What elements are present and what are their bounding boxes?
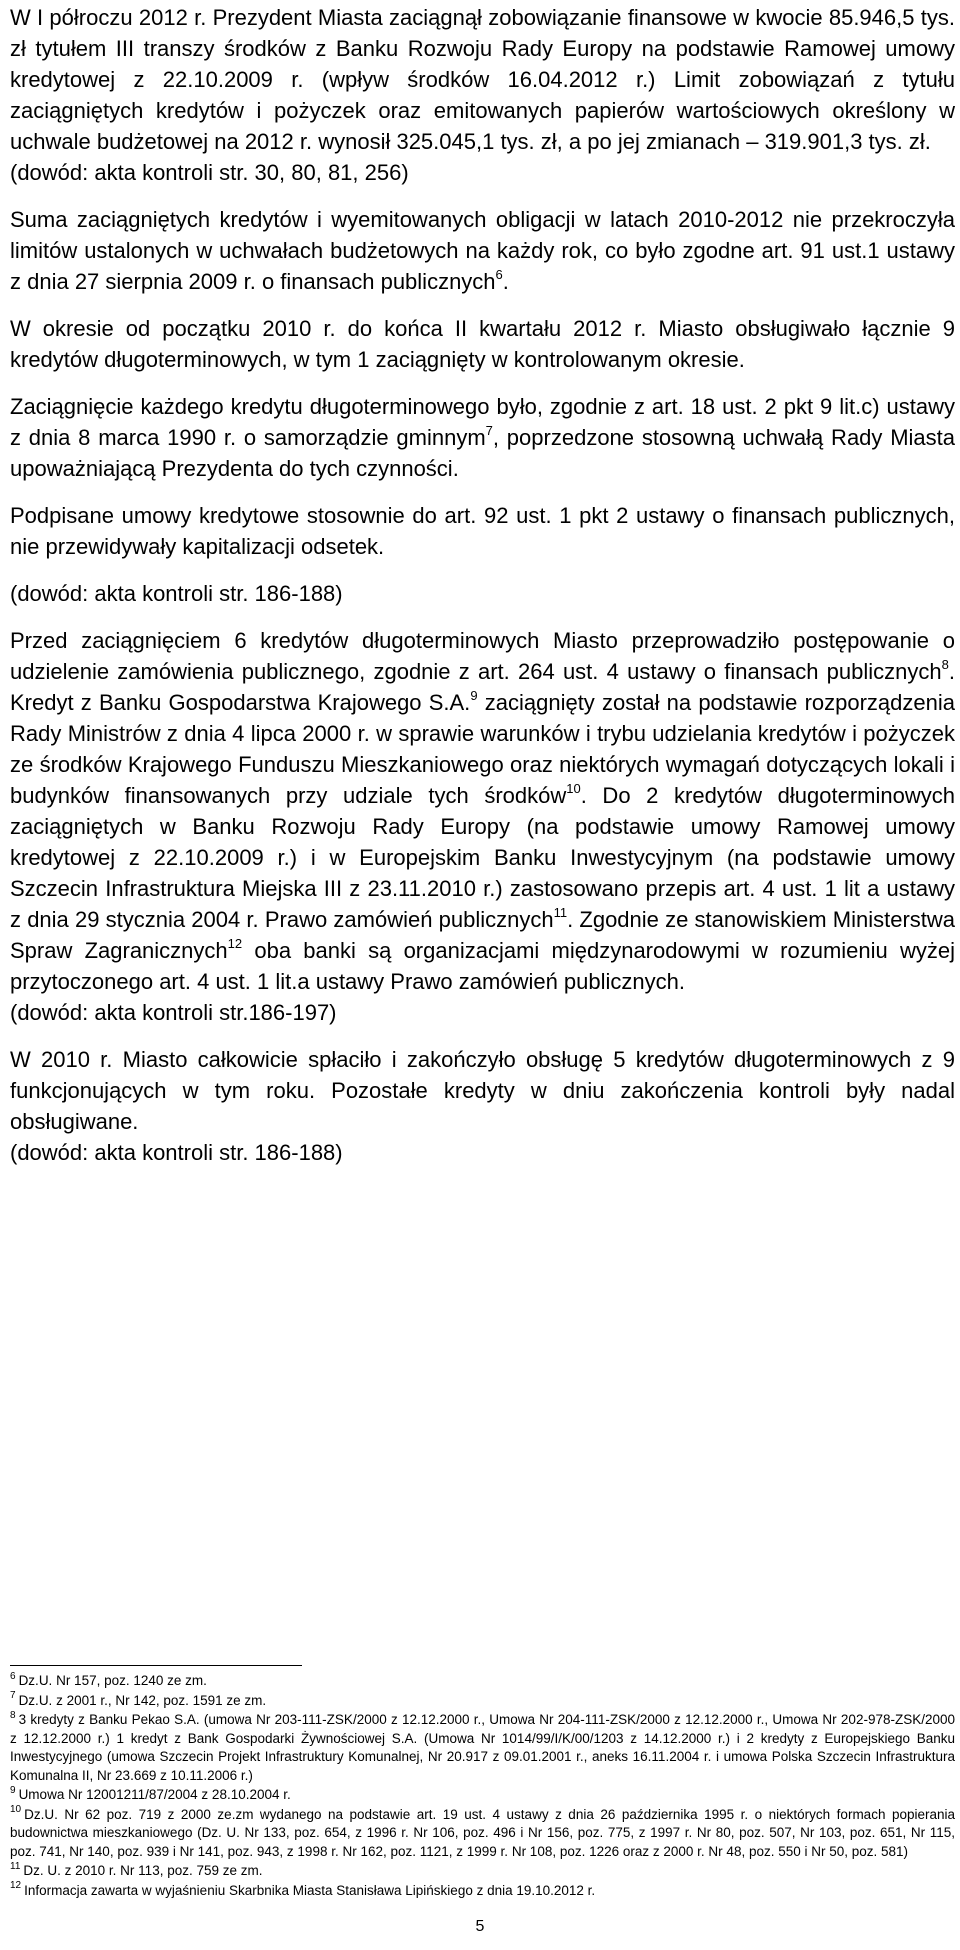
paragraph-1: W I półroczu 2012 r. Prezydent Miasta zaciągnął zobowiązanie finansowe w kwocie 85.946,5 tys. zł tytułem III transzy środków z Banku Rozwoju Rady Europy na podstawie Ramowej umowy kredytowej z 22.10.2009 r. (wpływ środków 16.04.2012 r.) Limit zobowiązań z tytułu zaciągniętych kredytów i pożyczek oraz emitowanych papierów wartościowych określony w uchwale budżetowej na 2012 r. wynosił 325.045,1 tys. zł, a po jej zmianach – 319.901,3 tys. zł. [10,5,955,154]
footnote-ref-8[interactable]: 8 [941,656,949,672]
footnote-10: $^{10}$ Dz.U. Nr 62 poz. 719 z 2000 ze.zm wydanego na podstawie art. 19 ust. 4 ustawy z dnia 26 października 1995 r. o niektórych formach popierania budownictwa mieszkaniowego (Dz. U. Nr 133, poz. 654, z 1996 r. Nr 106, poz. 496 i Nr 156, poz. 775, z 1997 r. Nr 80, poz. 507, Nr 103, poz. 651, Nr 115, poz. 741, Nr 140, poz. 939 i Nr 141, poz. 943, z 1998 r. Nr 162, poz. 1121, z 1999 r. Nr 108, poz. 1226 oraz z 2000 r. Nr 48, poz. 550 i Nr 50, poz. 581) [10,1804,955,1859]
paragraph-5: Podpisane umowy kredytowe stosownie do art. 92 ust. 1 pkt 2 ustawy o finansach publicznych, nie przewidywały kapitalizacji odsetek. [10,503,955,559]
footnote-6: $^6$ Dz.U. Nr 157, poz. 1240 ze zm. [10,1670,207,1688]
footnote-7: $^7$ Dz.U. z 2001 r., Nr 142, poz. 1591 ze zm. [10,1690,267,1708]
footnote-ref-12[interactable]: 12 [227,935,243,951]
footnote-ref-10[interactable]: 10 [566,780,581,796]
evidence-note-1: (dowód: akta kontroli str. 30, 80, 81, 256) [10,160,409,185]
footnote-12: $^{12}$ Informacja zawarta w wyjaśnieniu Skarbnika Miasta Stanisława Lipińskiego z dnia 19.10.2012 r. [10,1880,596,1898]
footnote-8: $^8$ 3 kredyty z Banku Pekao S.A. (umowa Nr 203-111-ZSK/2000 z 12.12.2000 r., Umowa Nr 204-111-ZSK/2000 z 12.12.2000 r., Umowa Nr 202-978-ZSK/2000 z 12.12.2000 r.) 1 kredyt z Bank Gospodarki Żywnościowej S.A. (Umowa Nr 1014/99/I/K/00/1203 z 14.12.2000 r.) i 2 kredyty z Europejskiego Banku Inwestycyjnego (umowa Szczecin Projekt Infrastruktury Komunalnej, Nr 20.917 z 09.01.2001 r., aneks 16.11.2004 r. i umowa Polska Szczecin Infrastruktura Komunalna II, Nr 23.669 z 10.11.2006 r.) [10,1709,955,1783]
page-number: 5 [475,1918,485,1935]
main-text [10,2,955,1168]
footnote-separator [10,1665,302,1666]
footnote-ref-7[interactable]: 7 [485,422,493,438]
paragraph-2: Suma zaciągniętych kredytów i wyemitowanych obligacji w latach 2010-2012 nie przekroczyła limitów ustalonych w uchwałach budżetowych na każdy rok, co było zgodne art. 91 ust.1 ustawy z dnia 27 sierpnia 2009 r. o finansach publicznych$^6$. [10,207,955,294]
paragraph-4: Zaciągnięcie każdego kredytu długoterminowego było, zgodnie z art. 18 ust. 2 pkt 9 lit.c) ustawy z dnia 8 marca 1990 r. o samorządzie gminnym$^7$, poprzedzone stosowną uchwałą Rady Miasta upoważniającą Prezydenta do tych czynności. [10,394,956,481]
evidence-note-4: (dowód: akta kontroli str. 186-188) [10,1140,343,1165]
footnote-9: $^9$ Umowa Nr 12001211/87/2004 z 28.10.2004 r. [10,1784,291,1802]
footnote-ref-11[interactable]: 11 [553,904,568,920]
paragraph-7: W 2010 r. Miasto całkowicie spłaciło i zakończyło obsługę 5 kredytów długoterminowych z 9 funkcjonujących w tym roku. Pozostałe kredyty w dniu zakończenia kontroli były nadal obsługiwane. [10,1047,955,1134]
footnote-ref-6[interactable]: 6 [495,266,503,282]
footnote-ref-9[interactable]: 9 [470,687,478,703]
evidence-note-3: (dowód: akta kontroli str.186-197) [10,1000,337,1025]
paragraph-3: W okresie od początku 2010 r. do końca II kwartału 2012 r. Miasto obsługiwało łącznie 9 kredytów długoterminowych, w tym 1 zaciągnięty w kontrolowanym okresie. [10,316,955,372]
paragraph-6: Przed zaciągnięciem 6 kredytów długoterminowych Miasto przeprowadziło postępowanie o udzielenie zamówienia publicznego, zgodnie z art. 264 ust. 4 ustawy o finansach publicznych$^8$. Kredyt z Banku Gospodarstwa Krajowego S.A.$^9$ zaciągnięty został na podstawie rozporządzenia Rady Ministrów z dnia 4 lipca 2000 r. w sprawie warunków i trybu udzielania kredytów i pożyczek ze środków Krajowego Funduszu Mieszkaniowego oraz niektórych wymagań dotyczących lokali i budynków finansowanych przy udziale tych środków$^{10}$. Do 2 kredytów długoterminowych zaciągniętych w Banku Rozwoju Rady Europy (na podstawie umowy Ramowej umowy kredytowej z 22.10.2009 r.) i w Europejskim Banku Inwestycyjnym (na podstawie umowy Szczecin Infrastruktura Miejska III z 23.11.2010 r.) zastosowano przepis art. 4 ust. 1 lit a ustawy z dnia 29 stycznia 2004 r. Prawo zamówień publicznych$^{11}$. Zgodnie ze stanowiskiem Ministerstwa Spraw Zagranicznych$^{12}$ oba banki są organizacjami międzynarodowymi w rozumieniu wyżej przytoczonego art. 4 ust. 1 lit.a ustawy Prawo zamówień publicznych. [10,628,956,994]
evidence-note-2: (dowód: akta kontroli str. 186-188) [10,581,343,606]
footnotes [10,1672,955,1901]
footnote-11: $^{11}$ Dz. U. z 2010 r. Nr 113, poz. 759 ze zm. [10,1860,263,1878]
